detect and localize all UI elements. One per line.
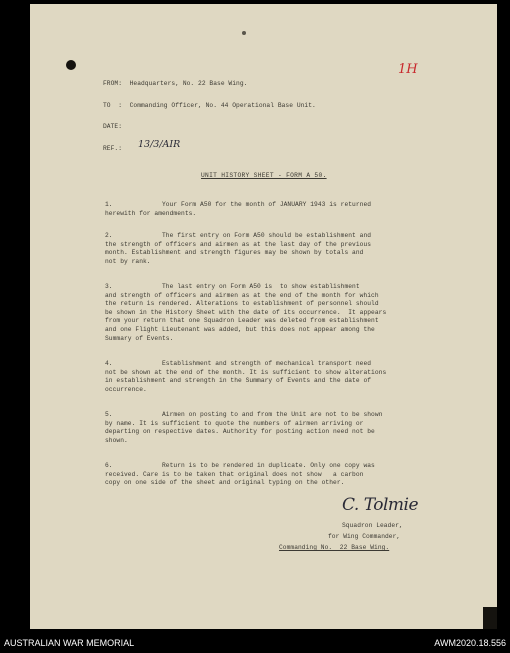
paragraph-line: departing on respective dates. Authority for posting action need not be (105, 428, 375, 436)
paragraph-line: received. Care is to be taken that original does not show a carbon (105, 470, 364, 478)
document-title: UNIT HISTORY SHEET - FORM A 50. (201, 172, 327, 179)
paragraph-line: the return is rendered. Alterations to establishment of personnel should (105, 300, 379, 308)
paragraph-line: 1. Your Form A50 for the month of JANUARY 1943 is returned (105, 201, 372, 208)
paragraph-line: shown. (105, 436, 128, 444)
signatory-for: for Wing Commander, (328, 533, 401, 540)
paragraph-line: not be shown at the end of the month. It is sufficient to show alterations (105, 368, 387, 376)
paragraph-line: month. Establishment and strength figures may be shown by totals and (105, 249, 364, 257)
paragraph-line: occurrence. (105, 385, 147, 393)
document-page (30, 4, 497, 629)
paragraph-line: and strength of officers and airmen as at the end of the month for which (105, 291, 379, 299)
archive-footer (0, 634, 510, 653)
punch-hole (66, 60, 76, 70)
ink-speck (242, 31, 246, 35)
paragraph-line: 2. The first entry on Form A50 should be establishment and (105, 232, 372, 239)
to-line: TO : Commanding Officer, No. 44 Operational Base Unit. (103, 102, 316, 109)
paragraph-line: in establishment and strength in the Summary of Events and the date of (105, 377, 372, 385)
date-line: DATE: (103, 123, 123, 130)
page-corner-damage (483, 607, 497, 629)
institution-credit: AUSTRALIAN WAR MEMORIAL (4, 638, 135, 648)
handwritten-signature: C. Tolmie (342, 495, 419, 515)
signatory-rank: Squadron Leader, (342, 522, 403, 529)
paragraph-line: by name. It is sufficient to quote the numbers of airmen arriving or (105, 419, 364, 427)
paragraph-line: be shown in the History Sheet with the date of its occurrence. It appears (105, 308, 387, 316)
paragraph-line: the strength of officers and airmen as at the last day of the previous (105, 240, 372, 248)
paragraph-line: 3. The last entry on Form A50 is to show establishment (105, 283, 360, 290)
ref-handwritten: 13/3/AIR (138, 139, 181, 150)
ref-label: REF.: (103, 145, 123, 152)
paragraph-line: 6. Return is to be rendered in duplicate. Only one copy was (105, 462, 375, 469)
paragraph-line: Summary of Events. (105, 334, 174, 342)
paragraph-line: herewith for amendments. (105, 209, 197, 217)
from-line: FROM: Headquarters, No. 22 Base Wing. (103, 80, 248, 87)
paragraph-line: 5. Airmen on posting to and from the Unit are not to be shown (105, 411, 383, 418)
page-number-mark: 1H (398, 62, 418, 77)
paragraph-line: copy on one side of the sheet and original typing on the other. (105, 479, 345, 487)
paragraph-line: and one Flight Lieutenant was added, but this does not appear among the (105, 326, 375, 333)
paragraph-line: 4. Establishment and strength of mechanical transport need (105, 360, 372, 367)
paragraph-line: from your return that one Squadron Leader was deleted from establishment (105, 317, 379, 325)
signatory-unit: Commanding No. 22 Base Wing. (279, 544, 390, 551)
paragraph-line: not by rank. (105, 257, 151, 265)
record-reference: AWM2020.18.556 (434, 638, 506, 648)
